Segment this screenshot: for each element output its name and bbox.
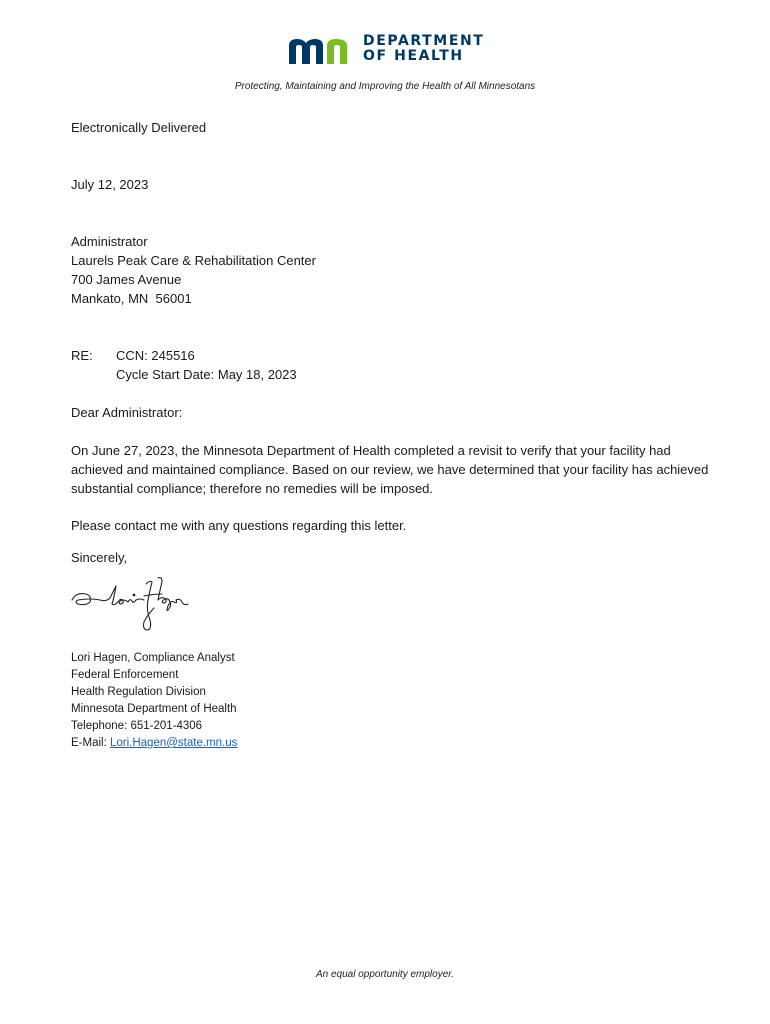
contact-line: Please contact me with any questions regarding this letter. — [71, 518, 407, 533]
signature-block — [71, 650, 237, 752]
recipient-street: 700 James Avenue — [71, 272, 182, 287]
signatory-agency: Minnesota Department of Health — [71, 703, 237, 715]
recipient-city: Mankato, MN 56001 — [71, 291, 192, 306]
handwritten-signature — [70, 574, 192, 632]
recipient-facility: Laurels Peak Care & Rehabilitation Center — [71, 253, 316, 268]
email-label: E-Mail: — [71, 737, 110, 749]
tagline: Protecting, Maintaining and Improving the Health of All Minnesotans — [234, 81, 536, 92]
re-details — [116, 346, 297, 384]
salutation: Dear Administrator: — [71, 405, 183, 420]
re-label: RE: — [71, 348, 93, 363]
logo-n-shape — [327, 39, 347, 64]
logo-line-1: DEPARTMENT — [363, 33, 485, 49]
re-ccn: CCN: 245516 — [116, 348, 195, 363]
re-cycle-start-date: Cycle Start Date: May 18, 2023 — [116, 367, 297, 382]
body-paragraph: On June 27, 2023, the Minnesota Department of Health completed a revisit to verify that your facility had achieved and maintained compliance. Based on our review, we have determined that your facility has achieved substantial compliance; therefore no remedies will be imposed. — [71, 443, 709, 496]
letter-date: July 12, 2023 — [71, 177, 149, 192]
logo-line-2: OF HEALTH — [363, 48, 464, 64]
delivery-method: Electronically Delivered — [71, 120, 207, 135]
signatory-unit: Federal Enforcement — [71, 669, 179, 681]
signatory-name-title: Lori Hagen, Compliance Analyst — [71, 652, 235, 664]
recipient-title: Administrator — [71, 234, 148, 249]
closing: Sincerely, — [71, 550, 128, 565]
logo-m-shape — [289, 39, 323, 64]
footer-eoe: An equal opportunity employer. — [315, 969, 455, 980]
signatory-email-line — [71, 735, 237, 752]
email-link[interactable]: Lori.Hagen@state.mn.us — [109, 737, 238, 749]
logo-wordmark — [363, 34, 484, 64]
signatory-telephone: Telephone: 651-201-4306 — [71, 720, 203, 732]
signatory-division: Health Regulation Division — [71, 686, 206, 698]
